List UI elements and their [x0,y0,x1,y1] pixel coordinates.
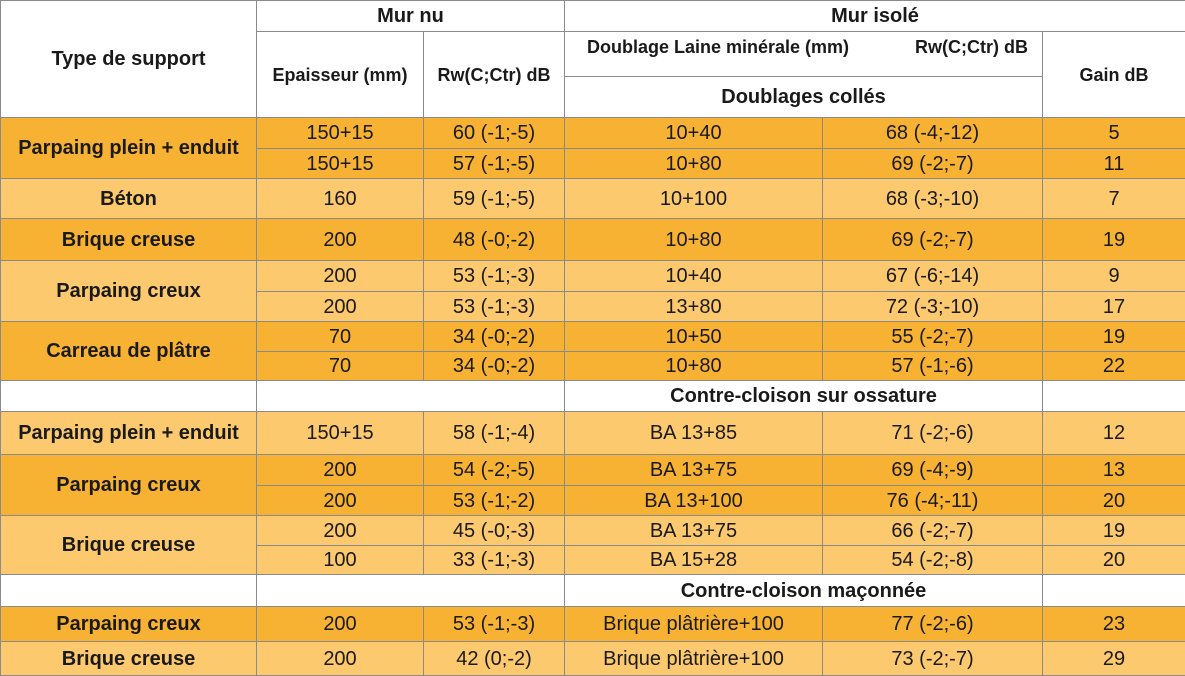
rw-mur-isole-cell: 69 (-4;-9) [823,455,1043,486]
rw-mur-nu-cell: 34 (-0;-2) [424,352,565,381]
doublage-cell: 10+50 [565,322,823,352]
support-type-cell: Brique creuse [1,642,257,676]
epaisseur-cell: 200 [257,455,424,486]
table-row [1,412,1185,455]
gain-cell: 9 [1043,261,1185,292]
gain-cell: 20 [1043,486,1185,516]
epaisseur-cell: 200 [257,261,424,292]
support-type-cell: Parpaing creux [1,455,257,516]
support-type-cell: Parpaing plein + enduit [1,412,257,455]
rw-mur-isole-cell: 77 (-2;-6) [823,607,1043,642]
rw-mur-isole-cell: 76 (-4;-11) [823,486,1043,516]
doublage-cell: 10+40 [565,118,823,149]
table-row [1,642,1185,676]
header-doublage-row [565,32,1043,77]
section-title: Contre-cloison sur ossature [565,381,1043,412]
header-rw-mur-isole: Rw(C;Ctr) dB [915,38,1028,56]
doublage-cell: 10+40 [565,261,823,292]
header-doublage-laine: Doublage Laine minérale (mm) [587,38,849,56]
table-row [1,219,1185,261]
section-blank-cell [1043,575,1185,607]
header-mur-nu: Mur nu [257,1,565,32]
epaisseur-cell: 200 [257,516,424,546]
gain-cell: 29 [1043,642,1185,676]
rw-mur-nu-cell: 34 (-0;-2) [424,322,565,352]
epaisseur-cell: 200 [257,607,424,642]
rw-mur-isole-cell: 57 (-1;-6) [823,352,1043,381]
rw-mur-nu-cell: 58 (-1;-4) [424,412,565,455]
header-type-support: Type de support [1,1,257,118]
rw-mur-isole-cell: 54 (-2;-8) [823,546,1043,575]
gain-cell: 19 [1043,516,1185,546]
rw-mur-isole-cell: 71 (-2;-6) [823,412,1043,455]
table-row [1,118,1185,149]
doublage-cell: BA 13+85 [565,412,823,455]
rw-mur-isole-cell: 55 (-2;-7) [823,322,1043,352]
gain-cell: 22 [1043,352,1185,381]
epaisseur-cell: 200 [257,642,424,676]
doublage-cell: 10+80 [565,219,823,261]
support-type-cell: Parpaing plein + enduit [1,118,257,179]
support-type-cell: Carreau de plâtre [1,322,257,381]
rw-mur-nu-cell: 60 (-1;-5) [424,118,565,149]
rw-mur-isole-cell: 66 (-2;-7) [823,516,1043,546]
rw-mur-nu-cell: 42 (0;-2) [424,642,565,676]
gain-cell: 23 [1043,607,1185,642]
doublage-cell: 10+80 [565,149,823,179]
rw-mur-nu-cell: 45 (-0;-3) [424,516,565,546]
section-blank-cell [1043,381,1185,412]
section-title: Doublages collés [565,77,1043,118]
doublage-cell: BA 15+28 [565,546,823,575]
support-type-cell: Béton [1,179,257,219]
gain-cell: 5 [1043,118,1185,149]
gain-cell: 13 [1043,455,1185,486]
epaisseur-cell: 150+15 [257,412,424,455]
rw-mur-isole-cell: 73 (-2;-7) [823,642,1043,676]
doublage-cell: BA 13+100 [565,486,823,516]
table-row [1,179,1185,219]
support-type-cell: Brique creuse [1,516,257,575]
rw-mur-nu-cell: 53 (-1;-3) [424,607,565,642]
rw-mur-nu-cell: 57 (-1;-5) [424,149,565,179]
rw-mur-isole-cell: 68 (-4;-12) [823,118,1043,149]
doublage-cell: Brique plâtrière+100 [565,607,823,642]
table-row [1,322,1185,352]
rw-mur-isole-cell: 69 (-2;-7) [823,219,1043,261]
support-type-cell: Parpaing creux [1,261,257,322]
section-blank-cell [257,575,565,607]
header-gain: Gain dB [1043,32,1185,118]
section-blank-cell [257,381,565,412]
doublage-cell: 10+100 [565,179,823,219]
header-epaisseur: Epaisseur (mm) [257,32,424,118]
epaisseur-cell: 70 [257,352,424,381]
support-type-cell: Brique creuse [1,219,257,261]
doublage-cell: 13+80 [565,292,823,322]
gain-cell: 19 [1043,322,1185,352]
rw-mur-nu-cell: 53 (-1;-3) [424,261,565,292]
doublage-cell: 10+80 [565,352,823,381]
table-row [1,607,1185,642]
doublage-cell: BA 13+75 [565,516,823,546]
section-blank-cell [1,575,257,607]
epaisseur-cell: 70 [257,322,424,352]
rw-mur-nu-cell: 54 (-2;-5) [424,455,565,486]
epaisseur-cell: 160 [257,179,424,219]
header-mur-isole: Mur isolé [565,1,1185,32]
gain-cell: 7 [1043,179,1185,219]
rw-mur-nu-cell: 59 (-1;-5) [424,179,565,219]
table-row [1,455,1185,486]
doublage-cell: Brique plâtrière+100 [565,642,823,676]
rw-mur-isole-cell: 67 (-6;-14) [823,261,1043,292]
epaisseur-cell: 200 [257,486,424,516]
rw-mur-nu-cell: 53 (-1;-2) [424,486,565,516]
doublage-cell: BA 13+75 [565,455,823,486]
gain-cell: 12 [1043,412,1185,455]
gain-cell: 17 [1043,292,1185,322]
support-type-cell: Parpaing creux [1,607,257,642]
epaisseur-cell: 100 [257,546,424,575]
epaisseur-cell: 200 [257,292,424,322]
gain-cell: 19 [1043,219,1185,261]
section-title: Contre-cloison maçonnée [565,575,1043,607]
rw-mur-isole-cell: 68 (-3;-10) [823,179,1043,219]
table-row [1,261,1185,292]
epaisseur-cell: 150+15 [257,149,424,179]
header-rw-mur-nu: Rw(C;Ctr) dB [424,32,565,118]
table-row [1,516,1185,546]
rw-mur-nu-cell: 33 (-1;-3) [424,546,565,575]
gain-cell: 20 [1043,546,1185,575]
rw-mur-isole-cell: 72 (-3;-10) [823,292,1043,322]
section-blank-cell [1,381,257,412]
rw-mur-nu-cell: 53 (-1;-3) [424,292,565,322]
gain-cell: 11 [1043,149,1185,179]
epaisseur-cell: 150+15 [257,118,424,149]
rw-mur-isole-cell: 69 (-2;-7) [823,149,1043,179]
rw-mur-nu-cell: 48 (-0;-2) [424,219,565,261]
epaisseur-cell: 200 [257,219,424,261]
